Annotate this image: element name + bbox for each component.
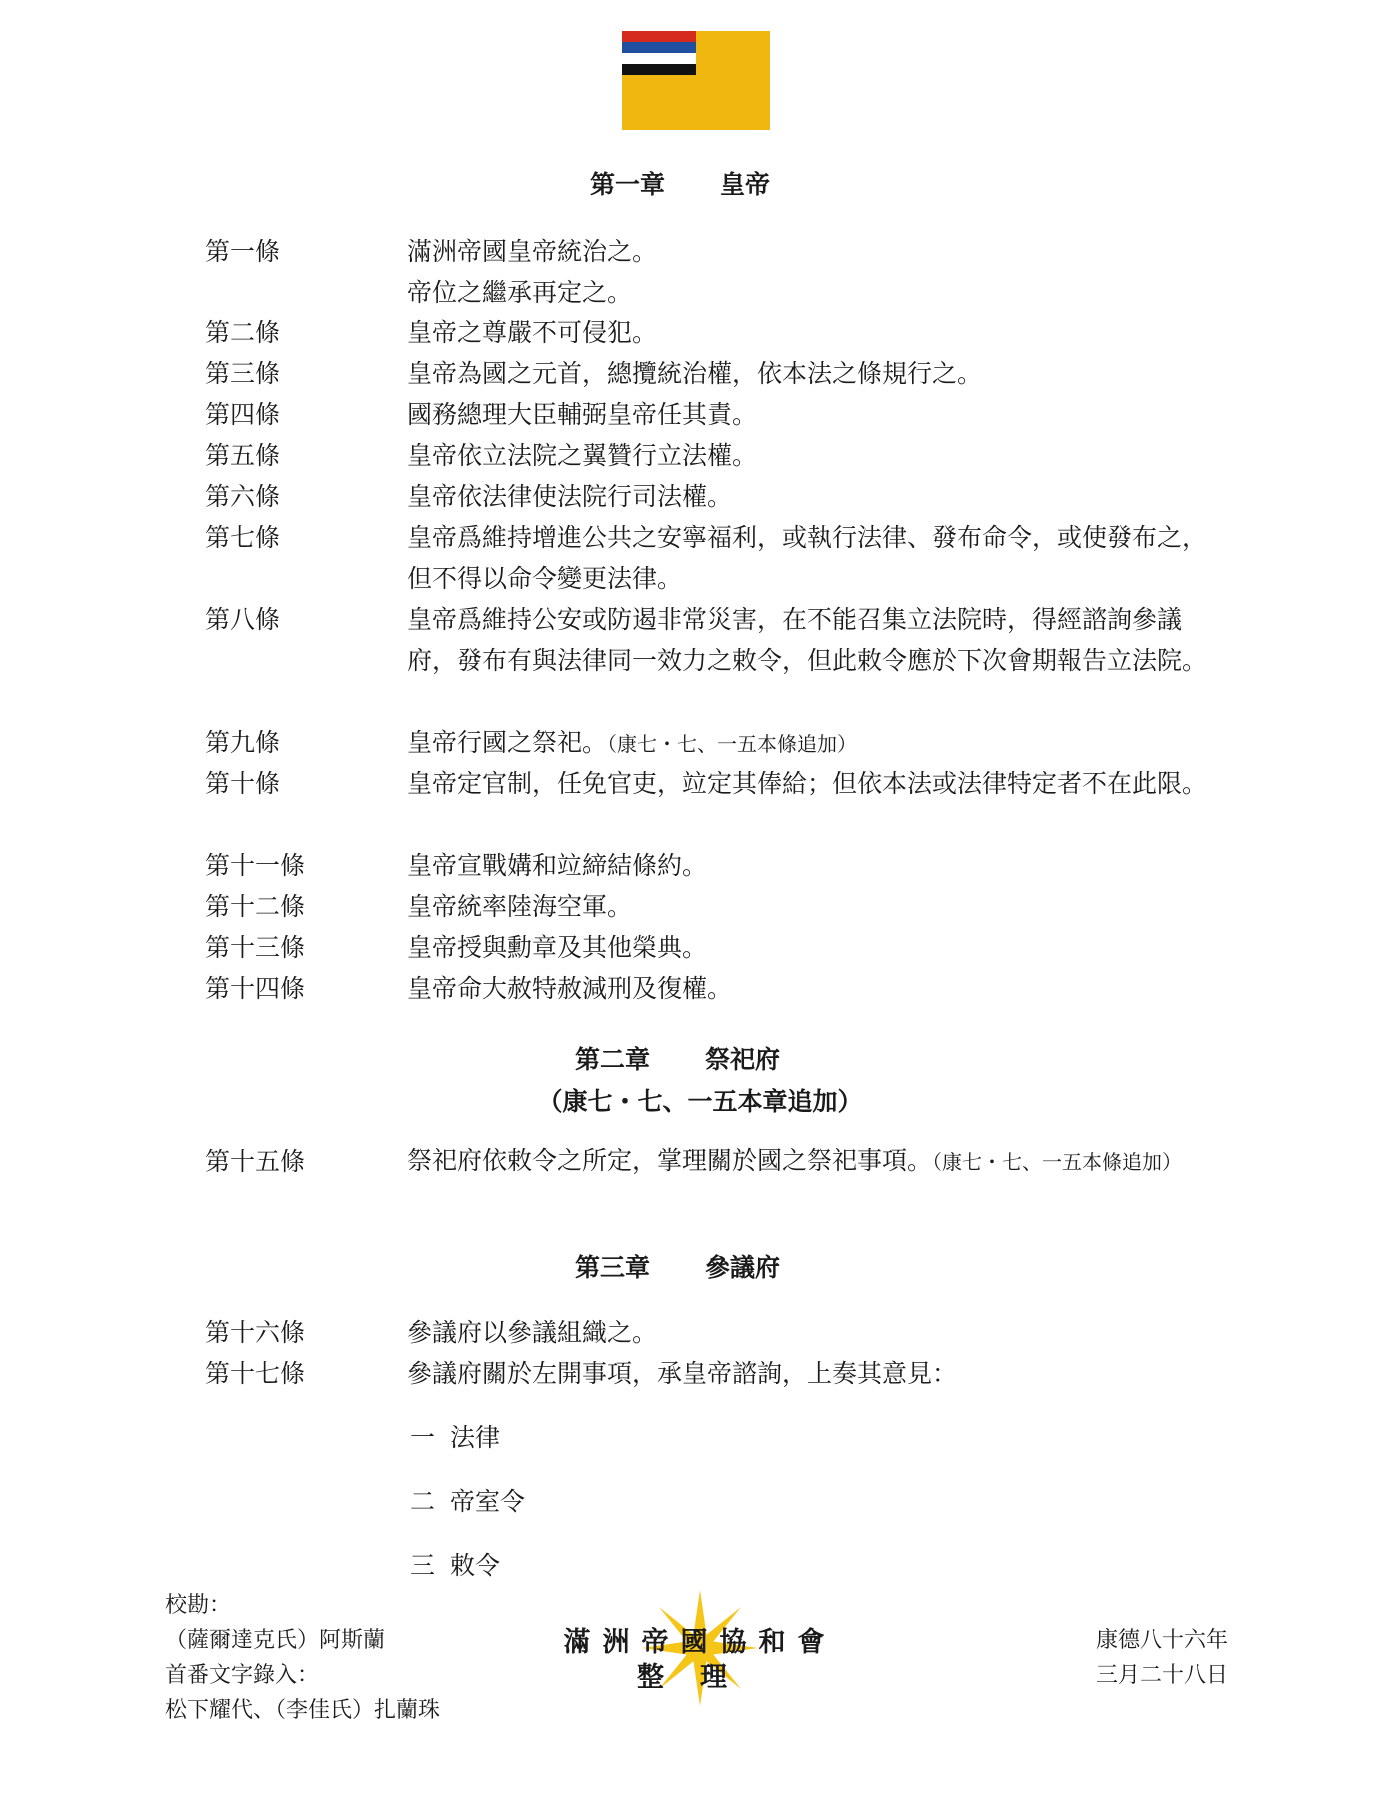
chapter-2-heading (0, 1040, 1400, 1118)
article-text: 祭祀府依敕令之所定，掌理關於國之祭祀事項。 (407, 1146, 933, 1175)
article-label: 第一條 (205, 237, 281, 266)
article-label: 第五條 (205, 441, 281, 470)
article-label: 第六條 (205, 482, 281, 511)
article-label: 第十六條 (205, 1318, 306, 1347)
chapter-3-heading (0, 1248, 1400, 1284)
organization-action: 整理 (637, 1662, 763, 1693)
article-text: 參議府以參議組織之。 (407, 1318, 658, 1347)
article-text: 皇帝依法律使法院行司法權。 (407, 482, 733, 511)
credit-name: （薩爾達克氏）阿斯蘭 (165, 1628, 386, 1653)
amendment-note: （康七・七、一五本條追加） (932, 1150, 1183, 1174)
chapter-number: 第三章 (575, 1253, 651, 1282)
date-year: 康德八十六年 (1095, 1628, 1228, 1653)
date-day: 三月二十八日 (1095, 1663, 1228, 1688)
entry-names: 松下耀代、（李佳氏）扎蘭珠 (165, 1698, 441, 1723)
chapter-number: 第二章 (575, 1045, 651, 1074)
article-text: 皇帝依立法院之翼贊行立法權。 (407, 441, 758, 470)
article-label: 第十條 (205, 769, 281, 798)
item-number: 二 (410, 1487, 436, 1516)
chapter-number: 第一章 (590, 170, 666, 199)
article-label: 第八條 (205, 605, 281, 634)
article-text: 皇帝爲維持公安或防遏非常災害，在不能召集立法院時，得經諮詢參議府，發布有與法律同一效力之敕令，但此敕令應於下次會期報告立法院。 (407, 605, 1208, 675)
article-text: 皇帝命大赦特赦減刑及復權。 (407, 974, 733, 1003)
article-text: 滿洲帝國皇帝統治之。 (407, 237, 658, 266)
article-label: 第十四條 (205, 974, 306, 1003)
article-label: 第四條 (205, 400, 281, 429)
item-number: 一 (410, 1423, 436, 1452)
chapter-note: （康七・七、一五本章追加） (537, 1087, 863, 1116)
article-text: 皇帝宣戰媾和竝締結條約。 (407, 851, 708, 880)
article-label: 第九條 (205, 728, 281, 757)
list-item (410, 1546, 500, 1582)
article-label: 第三條 (205, 359, 281, 388)
list-item (410, 1482, 525, 1518)
article-text: 國務總理大臣輔弼皇帝任其責。 (407, 400, 758, 429)
list-item (410, 1418, 500, 1454)
article-label: 第十一條 (205, 851, 306, 880)
amendment-note: （康七・七、一五本條追加） (607, 732, 858, 756)
article-label: 第十七條 (205, 1359, 306, 1388)
item-text: 帝室令 (450, 1487, 526, 1516)
article-label: 第十五條 (205, 1147, 306, 1176)
manchukuo-flag (622, 31, 770, 130)
article-text: 皇帝為國之元首，總攬統治權，依本法之條規行之。 (407, 359, 983, 388)
article-text: 皇帝爲維持增進公共之安寧福利，或執行法律、發布命令，或使發布之，但不得以命令變更法律。 (407, 523, 1208, 593)
article-label: 第七條 (205, 523, 281, 552)
item-text: 法律 (450, 1423, 501, 1452)
credit-title: 校勘： (165, 1593, 232, 1618)
article-text: 皇帝授與勳章及其他榮典。 (407, 933, 708, 962)
article-text: 參議府關於左開事項，承皇帝諮詢，上奏其意見： (407, 1359, 958, 1388)
item-number: 三 (410, 1551, 436, 1580)
organization-name: 滿洲帝國協和會 (563, 1627, 837, 1658)
entry-title: 首番文字錄入： (165, 1663, 320, 1688)
chapter-name: 參議府 (705, 1253, 781, 1282)
item-text: 敕令 (450, 1551, 501, 1580)
article-text: 皇帝行國之祭祀。 (407, 728, 608, 757)
footer (0, 1588, 1400, 1748)
chapter-1-heading (0, 165, 1400, 201)
article-label: 第二條 (205, 318, 281, 347)
article-text: 皇帝定官制，任免官吏，竝定其俸給；但依本法或法律特定者不在此限。 (407, 769, 1208, 798)
article-text: 帝位之繼承再定之。 (407, 277, 633, 307)
article-text: 皇帝之尊嚴不可侵犯。 (407, 318, 658, 347)
chapter-name: 皇帝 (720, 170, 771, 199)
chapter-name: 祭祀府 (705, 1045, 781, 1074)
article-text: 皇帝統率陸海空軍。 (407, 892, 633, 921)
article-label: 第十二條 (205, 892, 306, 921)
article-label: 第十三條 (205, 933, 306, 962)
